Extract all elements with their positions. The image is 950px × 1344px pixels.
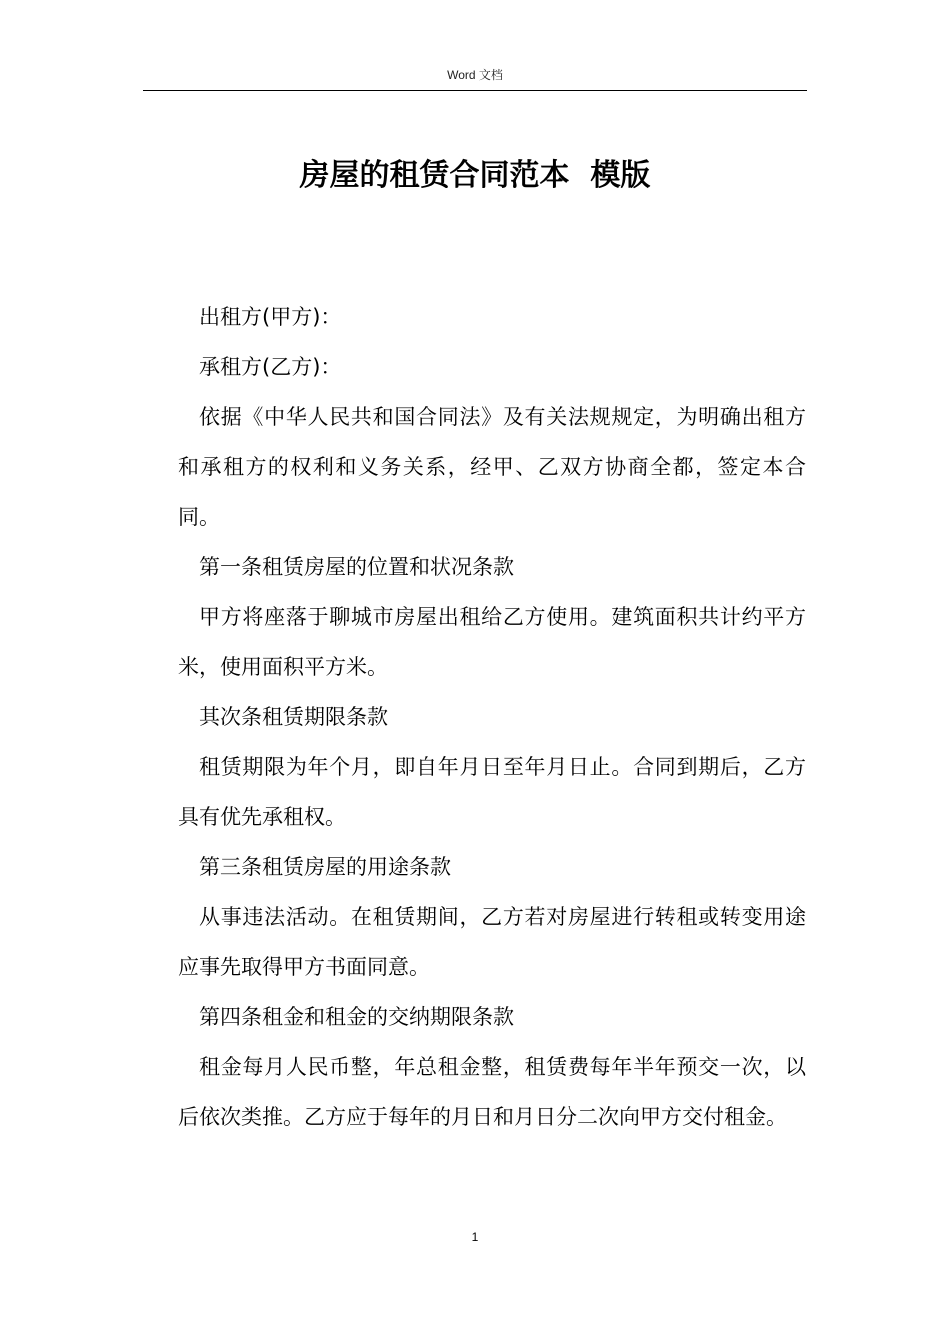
paragraph: 租金每月人民币整，年总租金整，租赁费每年半年预交一次，以后依次类推。乙方应于每年的月日和月日分二次向甲方交付租金。 [178, 1055, 806, 1129]
paragraph: 出租方(甲方)： [199, 305, 342, 329]
document-body [178, 292, 806, 1142]
document-title: 房屋的租赁合同范本 模版 [299, 158, 651, 193]
section-heading: 其次条租赁期限条款 [199, 705, 388, 729]
section-heading: 第四条租金和租金的交纳期限条款 [199, 1005, 514, 1029]
paragraph: 承租方(乙方)： [199, 355, 342, 379]
page-number: 1 [471, 1230, 479, 1244]
paragraph: 依据《中华人民共和国合同法》及有关法规规定，为明确出租方和承租方的权利和义务关系，经甲、乙双方协商全都，签定本合同。 [178, 405, 806, 529]
header-text: Word 文档 [447, 68, 503, 82]
paragraph: 从事违法活动。在租赁期间，乙方若对房屋进行转租或转变用途应事先取得甲方书面同意。 [178, 905, 806, 979]
section-heading: 第一条租赁房屋的位置和状况条款 [199, 555, 514, 579]
paragraph: 租赁期限为年个月，即自年月日至年月日止。合同到期后，乙方具有优先承租权。 [178, 755, 806, 829]
section-heading: 第三条租赁房屋的用途条款 [199, 855, 451, 879]
paragraph: 甲方将座落于聊城市房屋出租给乙方使用。建筑面积共计约平方米，使用面积平方米。 [178, 605, 806, 679]
page-header [143, 66, 807, 91]
